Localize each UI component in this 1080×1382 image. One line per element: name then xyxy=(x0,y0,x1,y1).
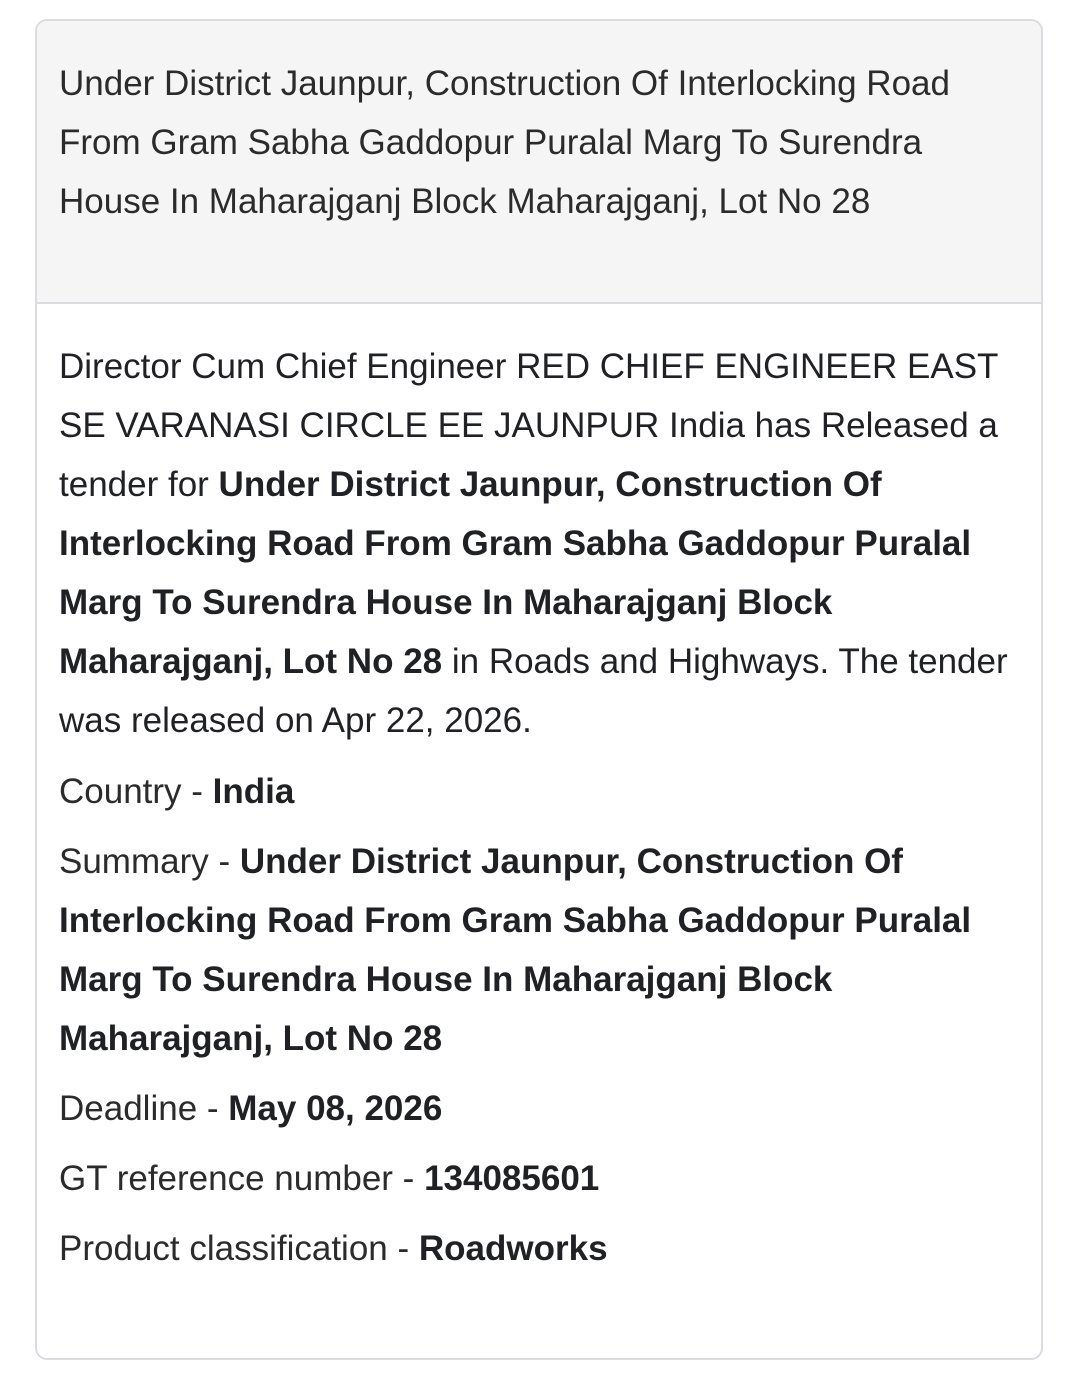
tender-intro xyxy=(59,337,1019,750)
card-body xyxy=(37,304,1041,1278)
field-country xyxy=(59,762,1019,821)
field-value: India xyxy=(212,772,295,811)
field-label: Summary - xyxy=(59,842,240,881)
intro-text-1: has Released a tender for xyxy=(59,406,998,504)
field-label: Deadline - xyxy=(59,1089,229,1128)
field-label: Product classification - xyxy=(59,1229,419,1268)
field-deadline xyxy=(59,1079,1019,1138)
intro-text-2: in Roads and Highways. The tender was released on Apr 22, 2026. xyxy=(59,642,1008,740)
tender-card xyxy=(35,19,1043,1360)
field-value: 134085601 xyxy=(424,1159,600,1198)
field-summary xyxy=(59,832,1019,1068)
field-value: May 08, 2026 xyxy=(228,1089,443,1128)
card-header xyxy=(37,21,1041,304)
intro-tender-title: Under District Jaunpur, Construction Of Interlocking Road From Gram Sabha Gaddopur Puralal Marg To Surendra House In Maharajganj Block Maharajganj, Lot No 28 xyxy=(59,465,972,681)
field-gt-reference xyxy=(59,1149,1019,1208)
field-value: Roadworks xyxy=(418,1229,608,1268)
tender-header-title: Under District Jaunpur, Construction Of Interlocking Road From Gram Sabha Gaddopur Puralal Marg To Surendra House In Maharajganj Block Maharajganj, Lot No 28 xyxy=(59,64,950,221)
field-label: GT reference number - xyxy=(59,1159,425,1198)
field-product-classification xyxy=(59,1219,1019,1278)
intro-org: Director Cum Chief Engineer RED CHIEF ENGINEER EAST SE VARANASI CIRCLE EE JAUNPUR India xyxy=(59,347,998,445)
field-label: Country - xyxy=(59,772,213,811)
field-value: Under District Jaunpur, Construction Of Interlocking Road From Gram Sabha Gaddopur Puralal Marg To Surendra House In Maharajganj Block Maharajganj, Lot No 28 xyxy=(59,842,972,1058)
